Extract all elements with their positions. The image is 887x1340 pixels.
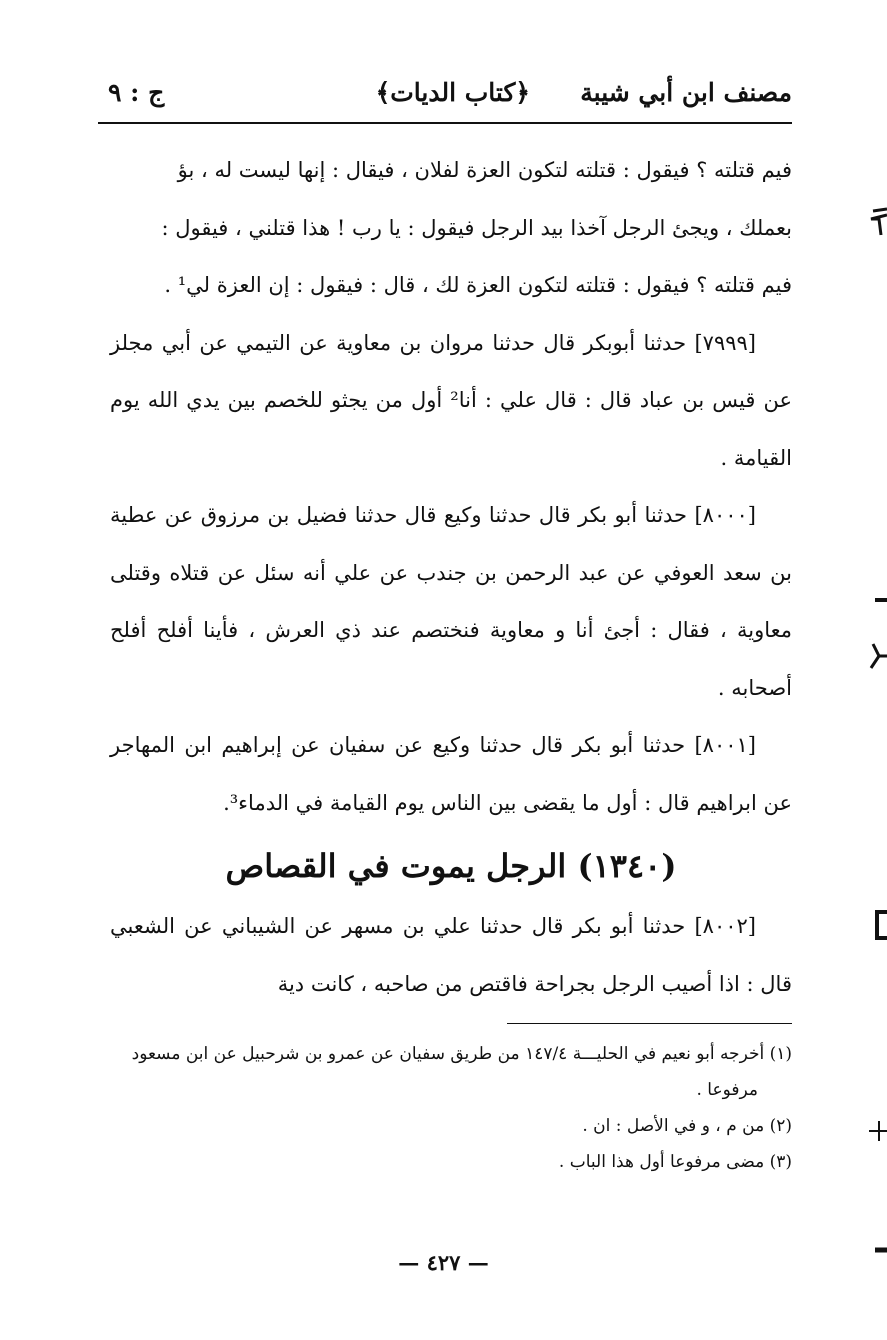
running-header <box>98 72 792 124</box>
margin-mark-icon <box>867 640 887 674</box>
footnotes <box>126 1036 792 1180</box>
footnote-3: (٣) مضى مرفوعا أول هذا الباب . <box>558 1152 792 1172</box>
main-text <box>110 142 792 1013</box>
chapter-title: ﴿كتاب الديات﴾ <box>375 78 530 107</box>
hadith-7999: [٧٩٩٩] حدثنا أبوبكر قال حدثنا مروان بن معاوية عن التيمي عن أبي مجلز عن قيس بن عباد قال : قال علي : أنا² أول من يجثو للخصم بين يدي الله يوم القيامة . <box>110 330 792 470</box>
footnote-1: (١) أخرجه أبو نعيم في الحليـــة ١٤٧/٤ من طريق سفيان عن عمرو بن شرحبيل عن ابن مسعود مرفوعا . <box>131 1044 792 1100</box>
text-line: فيم قتلته ؟ فيقول : قتلته لتكون العزة لك ، قال : فيقول : إن العزة لي¹ . <box>164 273 792 297</box>
footnote-divider <box>507 1023 792 1024</box>
hadith-8000: [٨٠٠٠] حدثنا أبو بكر قال حدثنا وكيع قال حدثنا فضيل بن مرزوق عن عطية بن سعد العوفي عن عبد الرحمن بن جندب عن علي أنه سئل عن قتلاه وقتلى معاوية ، فقال : أجئ أنا و معاوية فنختصم عند ذي العرش ، فأينا أفلح أفلح أصحابه . <box>110 503 792 700</box>
margin-mark-icon <box>867 1238 887 1272</box>
text-line: بعملك ، ويجئ الرجل آخذا بيد الرجل فيقول : يا رب ! هذا قتلني ، فيقول : <box>161 215 792 240</box>
margin-mark-icon <box>867 1113 887 1147</box>
footnote-2: (٢) من م ، و في الأصل : ان . <box>582 1116 792 1136</box>
section-heading: (١٣٤٠) الرجل يموت في القصاص <box>225 847 677 885</box>
margin-mark-icon <box>867 598 887 632</box>
margin-mark-icon <box>867 205 887 239</box>
hadith-8001: [٨٠٠١] حدثنا أبو بكر قال حدثنا وكيع عن سفيان عن إبراهيم ابن المهاجر عن ابراهيم قال : أول ما يقضى بين الناس يوم القيامة في الدماء³. <box>110 733 792 815</box>
hadith-8002: [٨٠٠٢] حدثنا أبو بكر قال حدثنا علي بن مسهر عن الشيباني عن الشعبي قال : اذا أصيب الرجل بجراحة فاقتص من صاحبه ، كانت دية <box>110 914 792 996</box>
margin-mark-icon <box>867 908 887 942</box>
volume-number: ج : ٩ <box>108 78 165 107</box>
page-number: — ٤٢٧ — <box>398 1250 489 1275</box>
text-line: فيم قتلته ؟ فيقول : قتلته لتكون العزة لفلان ، فيقال : إنها ليست له ، بؤ <box>177 158 792 182</box>
book-title: مصنف ابن أبي شيبة <box>580 78 792 107</box>
